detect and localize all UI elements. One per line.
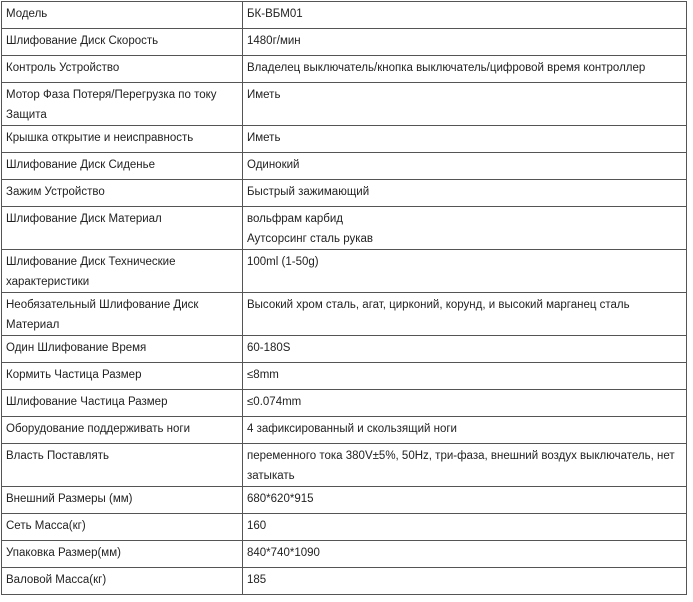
table-row: [2, 207, 687, 250]
table-row: [2, 444, 687, 487]
row-value: 4 зафиксированный и скользящий ноги: [243, 417, 687, 444]
row-label: Власть Поставлять: [2, 444, 243, 487]
row-label: Мотор Фаза Потеря/Перегрузка по току Защита: [2, 83, 243, 126]
row-value: 1480г/мин: [243, 29, 687, 56]
spec-table: [1, 1, 687, 595]
row-label: Кормить Частица Размер: [2, 363, 243, 390]
row-value: Владелец выключатель/кнопка выключатель/цифровой время контроллер: [243, 56, 687, 83]
table-row: [2, 487, 687, 514]
row-label: Валовой Масса(кг): [2, 568, 243, 595]
row-label: Один Шлифование Время: [2, 336, 243, 363]
row-label: Оборудование поддерживать ноги: [2, 417, 243, 444]
row-value: ≤0.074mm: [243, 390, 687, 417]
row-value: Одинокий: [243, 153, 687, 180]
row-value: переменного тока 380V±5%, 50Hz, три-фаза, внешний воздух выключатель, нет затыкать: [243, 444, 687, 487]
row-value: Высокий хром сталь, агат, цирконий, корунд, и высокий марганец сталь: [243, 293, 687, 336]
row-value: Иметь: [243, 126, 687, 153]
row-label: Модель: [2, 2, 243, 29]
row-value: ≤8mm: [243, 363, 687, 390]
row-label: Контроль Устройство: [2, 56, 243, 83]
row-label: Зажим Устройство: [2, 180, 243, 207]
table-row: [2, 153, 687, 180]
row-value: Быстрый зажимающий: [243, 180, 687, 207]
row-label: Необязательный Шлифование Диск Материал: [2, 293, 243, 336]
row-value: 60-180S: [243, 336, 687, 363]
row-label: Шлифование Частица Размер: [2, 390, 243, 417]
table-row: [2, 29, 687, 56]
table-row: [2, 363, 687, 390]
table-row: [2, 417, 687, 444]
row-label: Сеть Масса(кг): [2, 514, 243, 541]
table-row: [2, 83, 687, 126]
row-label: Упаковка Размер(мм): [2, 541, 243, 568]
table-row: [2, 336, 687, 363]
table-row: [2, 56, 687, 83]
row-label: Шлифование Диск Скорость: [2, 29, 243, 56]
row-value: Иметь: [243, 83, 687, 126]
row-label: Шлифование Диск Технические характеристики: [2, 250, 243, 293]
row-value: 100ml (1-50g): [243, 250, 687, 293]
row-value: 185: [243, 568, 687, 595]
row-value: 680*620*915: [243, 487, 687, 514]
table-row: [2, 514, 687, 541]
row-value: вольфрам карбид Аутсорсинг сталь рукав: [243, 207, 687, 250]
row-label: Внешний Размеры (мм): [2, 487, 243, 514]
table-row: [2, 541, 687, 568]
table-row: [2, 293, 687, 336]
row-value: 840*740*1090: [243, 541, 687, 568]
row-label: Крышка открытие и неисправность: [2, 126, 243, 153]
table-row: [2, 568, 687, 595]
table-row: [2, 390, 687, 417]
row-value: БК-ВБМ01: [243, 2, 687, 29]
table-row: [2, 126, 687, 153]
table-row: [2, 180, 687, 207]
table-row: [2, 250, 687, 293]
row-label: Шлифование Диск Материал: [2, 207, 243, 250]
row-label: Шлифование Диск Сиденье: [2, 153, 243, 180]
row-value: 160: [243, 514, 687, 541]
table-row: [2, 2, 687, 29]
